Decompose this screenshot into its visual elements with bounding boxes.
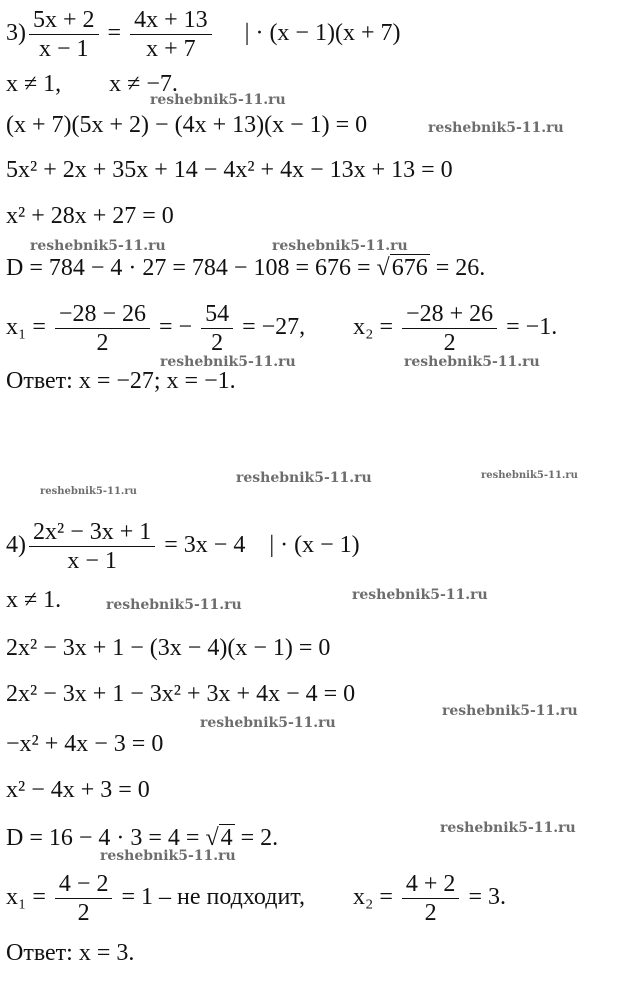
problem-3-discriminant: D = 784 − 4 · 27 = 784 − 108 = 676 = √676 = 26. (6, 255, 486, 281)
watermark: reshebnik5-11.ru (428, 120, 564, 136)
watermark: reshebnik5-11.ru (106, 597, 242, 613)
watermark: reshebnik5-11.ru (236, 470, 372, 486)
fraction: $\frac{-28 - 26}{2}$ (55, 302, 150, 355)
problem-3-equation: 3) $\frac{5x + 2}{x - 1}$ = $\frac{4x + 13}{x + 7}$ | · (x − 1)(x + 7) (6, 7, 401, 62)
problem-4-step-4: x² − 4x + 3 = 0 (6, 777, 150, 803)
problem-3-number: 3) (6, 20, 26, 47)
watermark: reshebnik5-11.ru (40, 486, 137, 497)
problem-3-roots: x₁ = $\frac{-28 - 26}{2}$ = − $\frac{54}{2}$ = −27, x₂ = $\frac{-28 + 26}{2}$ = −1. (6, 301, 558, 356)
problem-4-step-2: 2x² − 3x + 1 − 3x² + 3x + 4x − 4 = 0 (6, 681, 356, 707)
watermark: reshebnik5-11.ru (404, 354, 540, 370)
multiplier-note: | · (x − 1) (269, 532, 360, 559)
fraction: $\frac{4 - 2}{2}$ (55, 872, 113, 925)
watermark: reshebnik5-11.ru (200, 715, 336, 731)
watermark: reshebnik5-11.ru (481, 470, 578, 481)
problem-3-answer: Ответ: x = −27; x = −1. (6, 368, 236, 394)
fraction: $\frac{54}{2}$ (201, 302, 233, 355)
square-root: √4 (205, 825, 233, 851)
problem-3-step-1: (x + 7)(5x + 2) − (4x + 13)(x − 1) = 0 (6, 112, 368, 138)
multiplier-note: | · (x − 1)(x + 7) (244, 20, 401, 47)
problem-4-discriminant: D = 16 − 4 · 3 = 4 = √4 = 2. (6, 825, 279, 851)
fraction: $\frac{-28 + 26}{2}$ (402, 302, 497, 355)
fraction: $\frac{4 + 2}{2}$ (402, 872, 460, 925)
problem-4-roots: x₁ = $\frac{4 - 2}{2}$ = 1 – не подходит, x₂ = $\frac{4 + 2}{2}$ = 3. (6, 871, 506, 926)
watermark: reshebnik5-11.ru (100, 848, 236, 864)
problem-3-step-2: 5x² + 2x + 35x + 14 − 4x² + 4x − 13x + 13 = 0 (6, 157, 453, 183)
fraction: $\frac{4x + 13}{x + 7}$ (130, 8, 212, 61)
fraction: $\frac{\text{2x² − 3x + 1}}{x - 1}$ (29, 520, 155, 573)
watermark: reshebnik5-11.ru (440, 820, 576, 836)
problem-4-number: 4) (6, 532, 26, 559)
square-root: √676 (376, 255, 428, 281)
watermark: reshebnik5-11.ru (352, 587, 488, 603)
watermark: reshebnik5-11.ru (160, 354, 296, 370)
problem-4-answer: Ответ: x = 3. (6, 940, 135, 966)
fraction: $\frac{5x + 2}{x - 1}$ (29, 8, 99, 61)
watermark: reshebnik5-11.ru (30, 238, 166, 254)
problem-3-domain: x ≠ 1, x ≠ −7. (6, 71, 178, 97)
watermark: reshebnik5-11.ru (442, 703, 578, 719)
problem-4-step-3: −x² + 4x − 3 = 0 (6, 731, 164, 757)
problem-4-equation: 4) $\frac{\text{2x² − 3x + 1}}{x - 1}$ = 3x − 4 | · (x − 1) (6, 519, 360, 574)
watermark: reshebnik5-11.ru (272, 238, 408, 254)
problem-4-step-1: 2x² − 3x + 1 − (3x − 4)(x − 1) = 0 (6, 635, 331, 661)
problem-3-step-3: x² + 28x + 27 = 0 (6, 203, 174, 229)
problem-4-domain: x ≠ 1. (6, 587, 62, 613)
watermark: reshebnik5-11.ru (150, 92, 286, 108)
